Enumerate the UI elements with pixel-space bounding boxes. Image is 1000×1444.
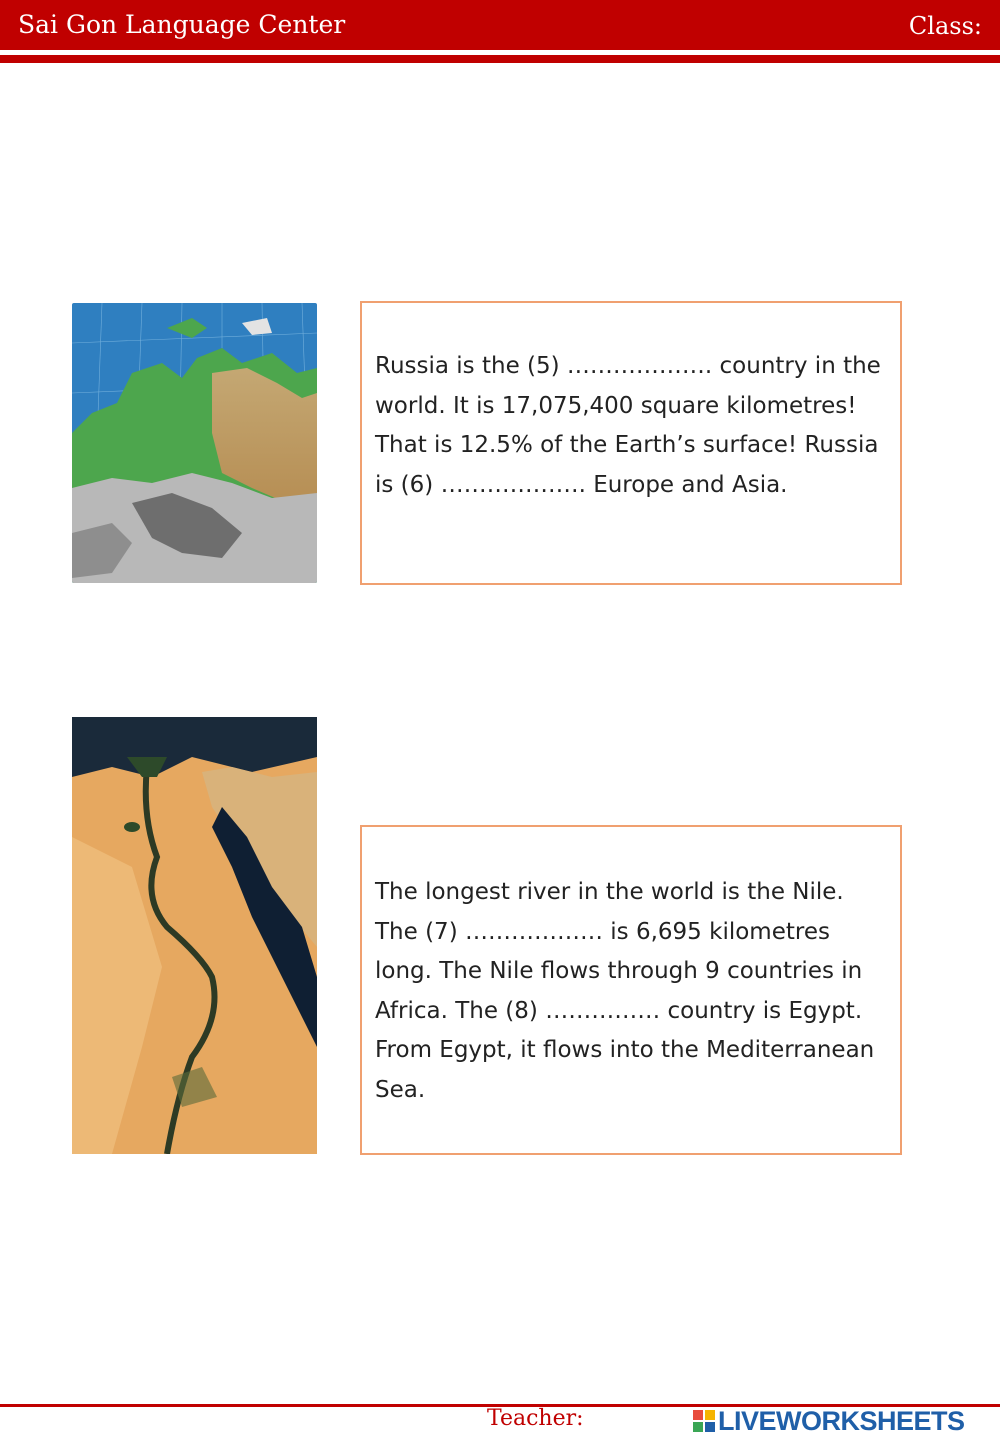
nile-paragraph: The longest river in the world is the Nile. The (7) ……………… is 6,695 kilometres long. The Nile flows through 9 countries in Africa. The (8) …………… country is Egypt. From Egypt, it flows into the Mediterranean Sea. (375, 879, 875, 1103)
liveworksheets-logo-icon (693, 1410, 715, 1432)
teacher-label: Teacher: (487, 1406, 584, 1431)
brand-name: LIVEWORKSHEETS (718, 1405, 965, 1436)
nile-text-box (360, 825, 902, 1155)
center-title: Sai Gon Language Center (18, 10, 346, 39)
liveworksheets-brand[interactable] (693, 1404, 965, 1438)
russia-text-box (360, 301, 902, 585)
russia-map-image (72, 303, 317, 583)
header-divider (0, 55, 1000, 63)
nile-satellite-image (72, 717, 317, 1154)
class-label: Class: (908, 12, 982, 40)
russia-paragraph: Russia is the (5) ………………. country in the world. It is 17,075,400 square kilometres! That is 12.5% of the Earth’s surface! Russia is (6) ………………. Europe and Asia. (375, 353, 881, 498)
